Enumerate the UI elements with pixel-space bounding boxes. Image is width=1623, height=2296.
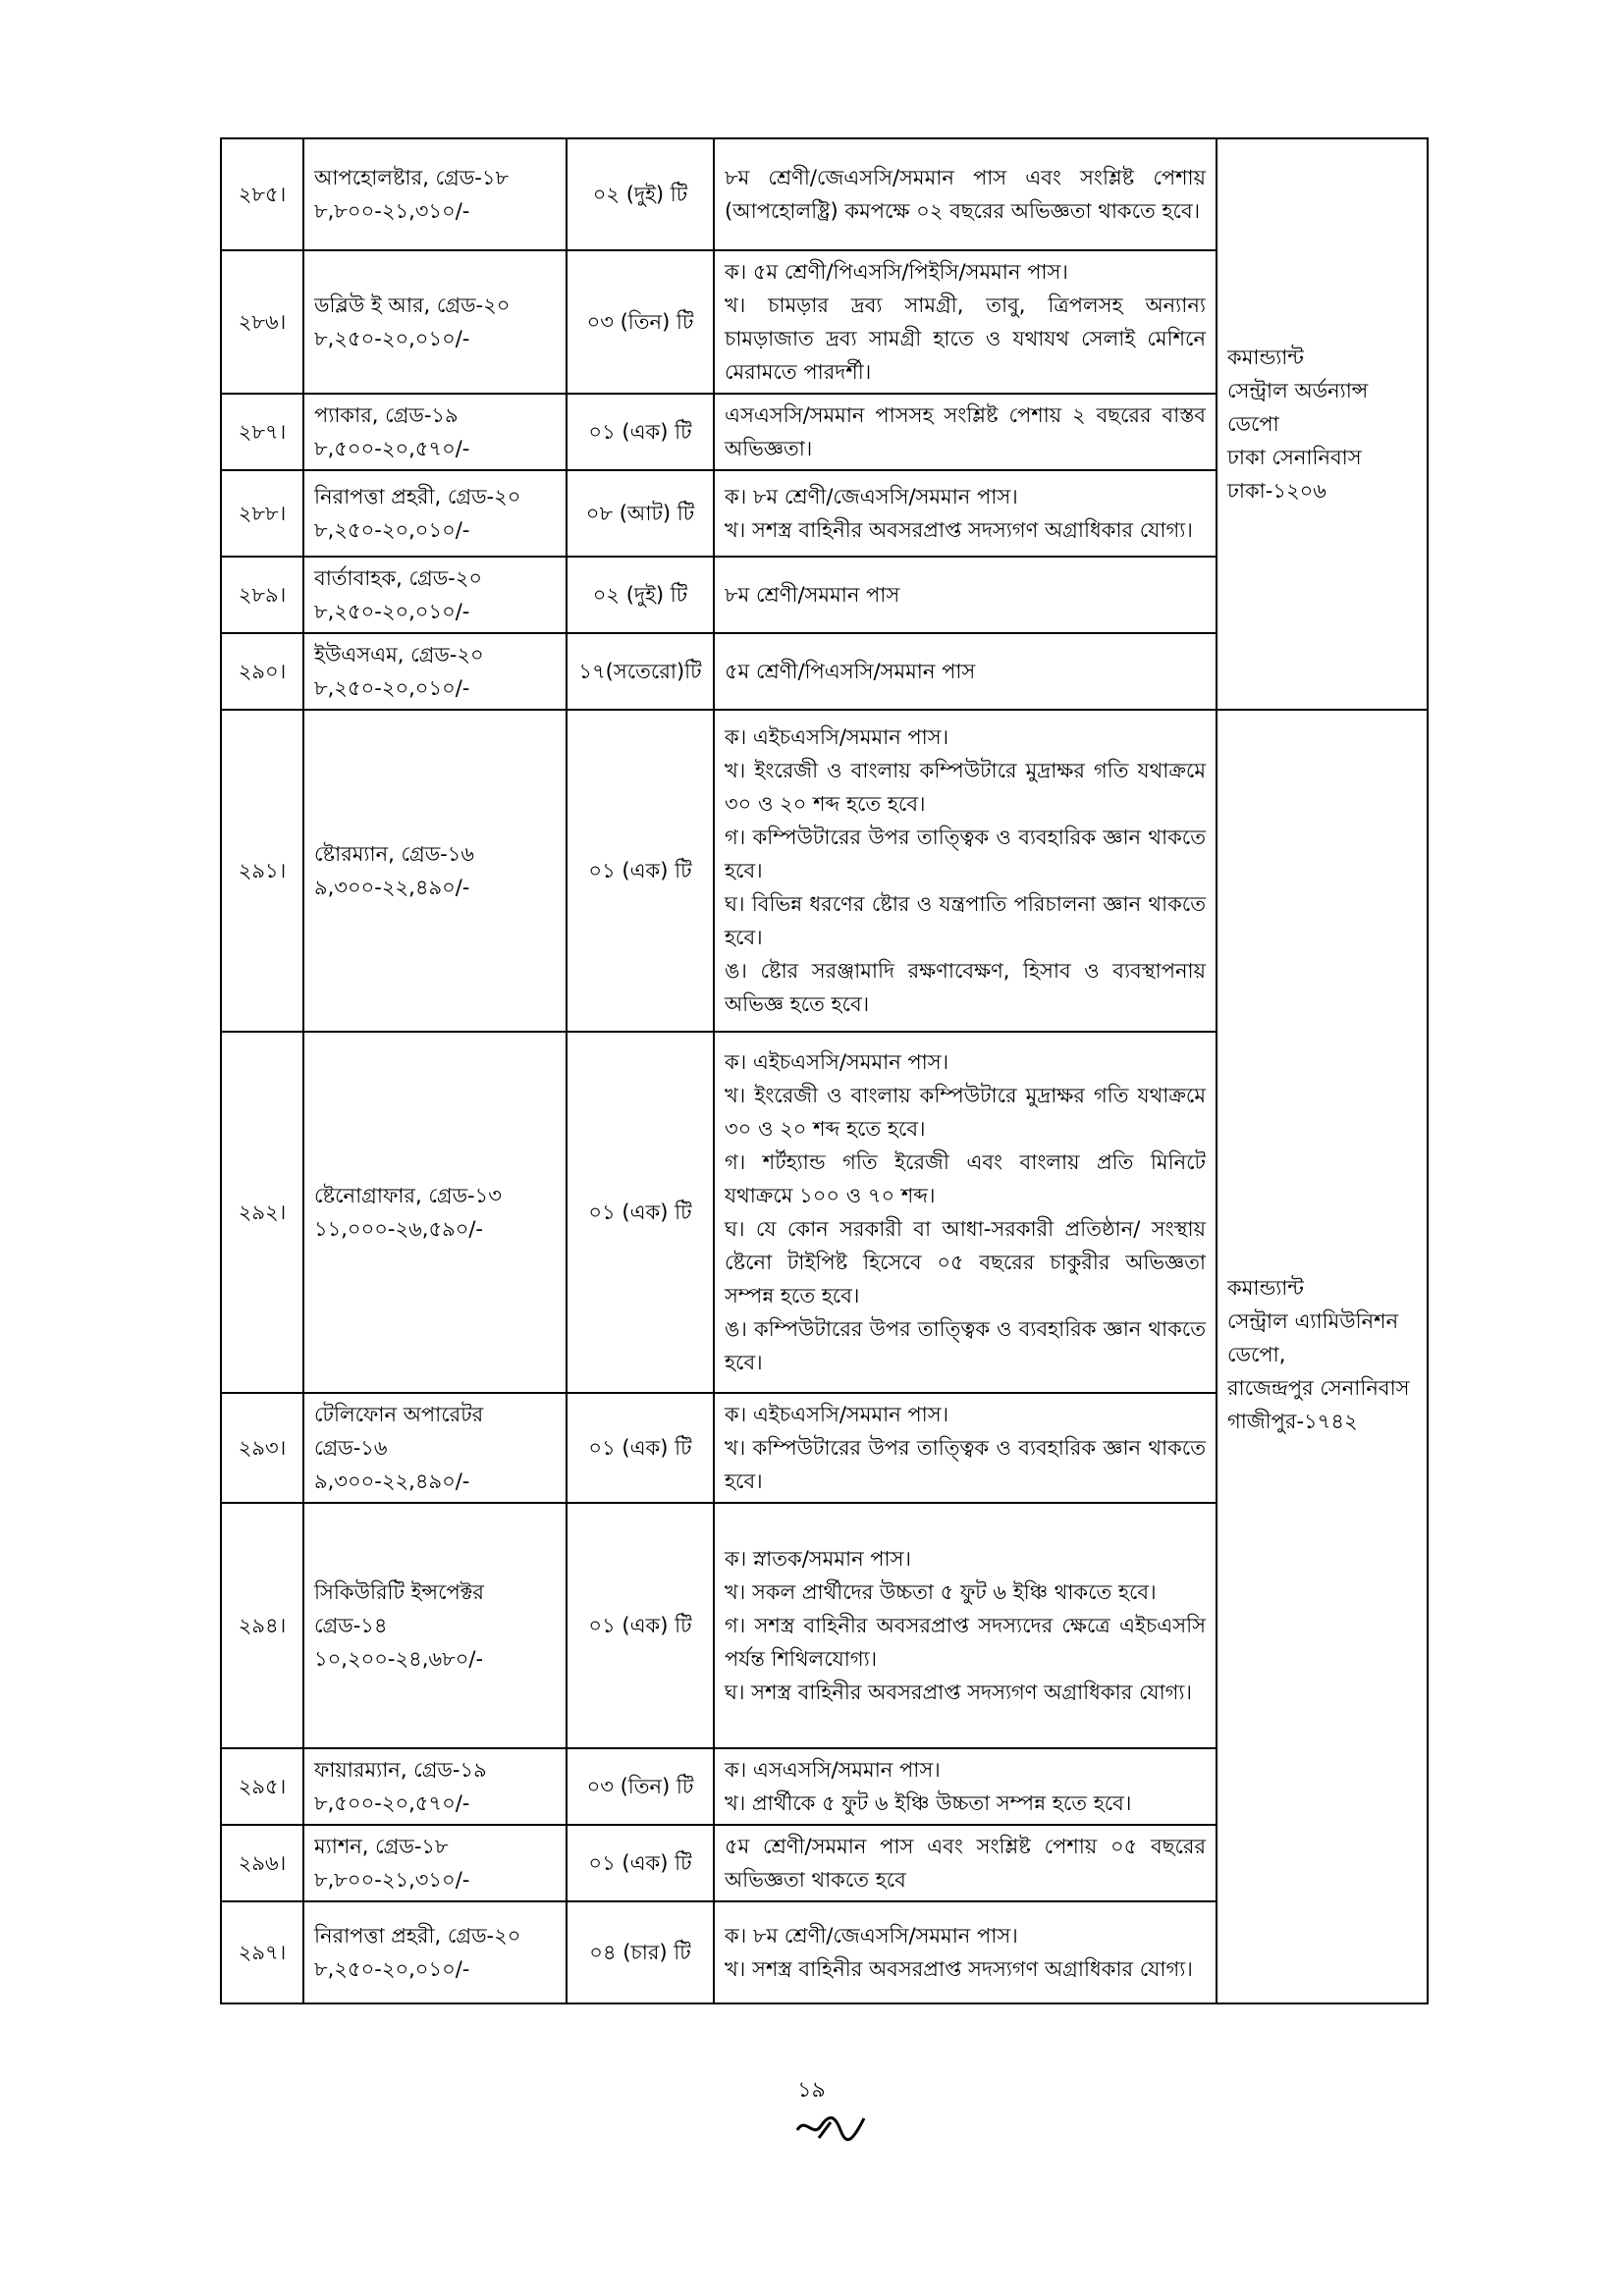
- qualification-item: গ। সশস্ত্র বাহিনীর অবসরপ্রাপ্ত সদস্যদের ক্ষেত্রে এইচএসসি পর্যন্ত শিথিলযোগ্য।: [725, 1614, 1206, 1671]
- office-line: ঢাকা সেনানিবাস: [1227, 446, 1362, 469]
- post-line: ৯,৩০০-২২,৪৯০/-: [314, 876, 470, 899]
- post-name-grade: [303, 138, 567, 250]
- serial-number: ২৯৬।: [221, 1825, 303, 1901]
- post-name-grade: [303, 710, 567, 1032]
- qualification-item: ক। ৮ম শ্রেণী/জেএসসি/সমমান পাস।: [725, 485, 1018, 508]
- qualification-item: ঙ। ষ্টোর সরঞ্জামাদি রক্ষণাবেক্ষণ, হিসাব ও ব্যবস্থাপনায় অভিজ্ঞ হতে হবে।: [725, 959, 1206, 1016]
- post-line: ডব্লিউ ই আর, গ্রেড-২০: [314, 294, 511, 317]
- serial-number: ২৯৫।: [221, 1748, 303, 1825]
- qualification: [714, 250, 1217, 394]
- qualification: [714, 1393, 1217, 1503]
- post-quantity: ০১ (এক) টি: [567, 394, 714, 470]
- qualification-item: খ। সশস্ত্র বাহিনীর অবসরপ্রাপ্ত সদস্যগণ অগ্রাধিকার যোগ্য।: [725, 1957, 1193, 1981]
- post-line: ৮,২৫০-২০,০১০/-: [314, 600, 470, 623]
- post-line: ইউএসএম, গ্রেড-২০: [314, 643, 484, 667]
- post-name-grade: [303, 1393, 567, 1503]
- post-quantity: ০১ (এক) টি: [567, 1503, 714, 1748]
- serial-number: ২৮৬।: [221, 250, 303, 394]
- serial-number: ২৯৪।: [221, 1503, 303, 1748]
- qualification-item: খ। সকল প্রার্থীদের উচ্চতা ৫ ফুট ৬ ইঞ্চি থাকতে হবে।: [725, 1580, 1157, 1604]
- post-line: গ্রেড-১৪: [314, 1614, 388, 1637]
- post-quantity: ০২ (দুই) টি: [567, 557, 714, 633]
- qualification-item: ক। এইচএসসি/সমমান পাস।: [725, 725, 949, 749]
- qualification-item: ঘ। যে কোন সরকারী বা আধা-সরকারী প্রতিষ্ঠান/ সংস্থায় ষ্টেনো টাইপিষ্ট হিসেবে ০৫ বছরের চাকুরীর অভিজ্ঞতা সম্পন্ন হতে হবে।: [725, 1217, 1206, 1308]
- qualification-item: গ। কম্পিউটারের উপর তাত্ত্বিক ও ব্যবহারিক জ্ঞান থাকতে হবে।: [725, 826, 1206, 882]
- post-line: টেলিফোন অপারেটর: [314, 1403, 484, 1426]
- post-quantity: ০১ (এক) টি: [567, 1032, 714, 1393]
- qualification: [714, 394, 1217, 470]
- qualification-item: ক। ৫ম শ্রেণী/পিএসসি/পিইসি/সমমান পাস।: [725, 260, 1068, 284]
- qualification: [714, 1503, 1217, 1748]
- qualification: [714, 1825, 1217, 1901]
- post-name-grade: [303, 250, 567, 394]
- qualification: [714, 710, 1217, 1032]
- post-line: ৮,২৫০-২০,০১০/-: [314, 518, 470, 542]
- post-line: ষ্টোরম্যান, গ্রেড-১৬: [314, 842, 475, 866]
- post-quantity: ০৩ (তিন) টি: [567, 250, 714, 394]
- qualification-item: ক। স্নাতক/সমমান পাস।: [725, 1547, 912, 1571]
- post-line: ৮,৫০০-২০,৫৭০/-: [314, 1791, 470, 1815]
- qualification-item: ঙ। কম্পিউটারের উপর তাত্ত্বিক ও ব্যবহারিক জ্ঞান থাকতে হবে।: [725, 1317, 1206, 1374]
- qualification: [714, 633, 1217, 710]
- job-table-body: [221, 138, 1428, 2003]
- post-name-grade: [303, 394, 567, 470]
- post-name-grade: [303, 1748, 567, 1825]
- qualification-item: ক। এসএসসি/সমমান পাস।: [725, 1758, 941, 1782]
- qualification-item: খ। ইংরেজী ও বাংলায় কম্পিউটারে মুদ্রাক্ষর গতি যথাক্রমে ৩০ ও ২০ শব্দ হতে হবে।: [725, 759, 1206, 816]
- serial-number: ২৯১।: [221, 710, 303, 1032]
- post-line: আপহোলষ্টার, গ্রেড-১৮: [314, 166, 510, 189]
- post-line: ৯,৩০০-২২,৪৯০/-: [314, 1469, 470, 1493]
- table-row: [221, 138, 1428, 250]
- post-quantity: ১৭(সতেরো)টি: [567, 633, 714, 710]
- qualification-item: ৮ম শ্রেণী/সমমান পাস: [725, 583, 900, 607]
- serial-number: ২৮৮।: [221, 470, 303, 557]
- post-quantity: ০৪ (চার) টি: [567, 1901, 714, 2003]
- post-quantity: ০১ (এক) টি: [567, 1825, 714, 1901]
- post-line: ৮,৫০০-২০,৫৭০/-: [314, 437, 470, 460]
- office-address: [1217, 138, 1428, 710]
- qualification-item: ক। এইচএসসি/সমমান পাস।: [725, 1403, 949, 1426]
- post-line: ম্যাশন, গ্রেড-১৮: [314, 1835, 449, 1858]
- post-quantity: ০২ (দুই) টি: [567, 138, 714, 250]
- qualification: [714, 470, 1217, 557]
- page-number: ১৯: [797, 2078, 826, 2103]
- qualification-item: এসএসসি/সমমান পাসসহ সংশ্লিষ্ট পেশায় ২ বছরের বাস্তব অভিজ্ঞতা।: [725, 403, 1206, 460]
- qualification-item: ঘ। বিভিন্ন ধরণের ষ্টোর ও যন্ত্রপাতি পরিচালনা জ্ঞান থাকতে হবে।: [725, 892, 1206, 949]
- serial-number: ২৮৯।: [221, 557, 303, 633]
- post-quantity: ০১ (এক) টি: [567, 1393, 714, 1503]
- post-line: ফায়ারম্যান, গ্রেড-১৯: [314, 1758, 487, 1782]
- qualification-item: ক। এইচএসসি/সমমান পাস।: [725, 1050, 949, 1074]
- serial-number: ২৮৭।: [221, 394, 303, 470]
- qualification: [714, 1748, 1217, 1825]
- post-name-grade: [303, 633, 567, 710]
- serial-number: ২৯২।: [221, 1032, 303, 1393]
- post-line: ১১,০০০-২৬,৫৯০/-: [314, 1217, 484, 1241]
- qualification: [714, 557, 1217, 633]
- qualification: [714, 138, 1217, 250]
- office-line: কমান্ড্যান্ট: [1227, 346, 1304, 369]
- job-table: [220, 137, 1429, 2004]
- post-line: ৮,২৫০-২০,০১০/-: [314, 676, 470, 700]
- post-name-grade: [303, 1503, 567, 1748]
- serial-number: ২৯০।: [221, 633, 303, 710]
- office-line: সেন্ট্রাল অর্ডন্যান্স ডেপো: [1227, 379, 1369, 436]
- post-name-grade: [303, 1825, 567, 1901]
- post-name-grade: [303, 1901, 567, 2003]
- qualification-item: গ। শর্টহ্যান্ড গতি ইরেজী এবং বাংলায় প্রতি মিনিটে যথাক্রমে ১০০ ও ৭০ শব্দ।: [725, 1150, 1206, 1207]
- post-quantity: ০৮ (আট) টি: [567, 470, 714, 557]
- office-line: গাজীপুর-১৭৪২: [1227, 1410, 1358, 1433]
- post-name-grade: [303, 557, 567, 633]
- post-line: ৮,৮০০-২১,৩১০/-: [314, 199, 470, 223]
- post-line: ষ্টেনোগ্রাফার, গ্রেড-১৩: [314, 1184, 502, 1207]
- office-line: রাজেন্দ্রপুর সেনানিবাস: [1227, 1376, 1410, 1400]
- post-line: বার্তাবাহক, গ্রেড-২০: [314, 566, 483, 590]
- serial-number: ২৯৩।: [221, 1393, 303, 1503]
- qualification-item: ঘ। সশস্ত্র বাহিনীর অবসরপ্রাপ্ত সদস্যগণ অগ্রাধিকার যোগ্য।: [725, 1681, 1193, 1704]
- office-line: কমান্ড্যান্ট: [1227, 1276, 1304, 1300]
- qualification: [714, 1901, 1217, 2003]
- qualification-item: ৮ম শ্রেণী/জেএসসি/সমমান পাস এবং সংশ্লিষ্ট পেশায় (আপহোলষ্ট্রি) কমপক্ষে ০২ বছরের অভিজ্ঞতা থাকতে হবে।: [725, 166, 1206, 223]
- qualification-item: খ। ইংরেজী ও বাংলায় কম্পিউটারে মুদ্রাক্ষর গতি যথাক্রমে ৩০ ও ২০ শব্দ হতে হবে।: [725, 1084, 1206, 1141]
- post-line: সিকিউরিটি ইন্সপেক্টর: [314, 1580, 484, 1604]
- serial-number: ২৯৭।: [221, 1901, 303, 2003]
- post-line: ৮,৮০০-২১,৩১০/-: [314, 1868, 470, 1892]
- post-line: প্যাকার, গ্রেড-১৯: [314, 403, 459, 427]
- office-line: ঢাকা-১২০৬: [1227, 479, 1326, 503]
- office-address: [1217, 710, 1428, 2003]
- signature-icon: [791, 2109, 870, 2148]
- post-line: ১০,২০০-২৪,৬৮০/-: [314, 1647, 484, 1671]
- office-line: সেন্ট্রাল এ্যামিউনিশন ডেপো,: [1227, 1309, 1399, 1366]
- qualification-item: খ। কম্পিউটারের উপর তাত্ত্বিক ও ব্যবহারিক জ্ঞান থাকতে হবে।: [725, 1436, 1206, 1493]
- post-line: গ্রেড-১৬: [314, 1436, 388, 1460]
- post-name-grade: [303, 470, 567, 557]
- post-line: ৮,২৫০-২০,০১০/-: [314, 327, 470, 350]
- post-line: নিরাপত্তা প্রহরী, গ্রেড-২০: [314, 485, 521, 508]
- table-row: [221, 710, 1428, 1032]
- qualification-item: ৫ম শ্রেণী/পিএসসি/সমমান পাস: [725, 660, 976, 683]
- post-line: নিরাপত্তা প্রহরী, গ্রেড-২০: [314, 1924, 521, 1948]
- qualification-item: খ। প্রার্থীকে ৫ ফুট ৬ ইঞ্চি উচ্চতা সম্পন্ন হতে হবে।: [725, 1791, 1132, 1815]
- qualification-item: খ। সশস্ত্র বাহিনীর অবসরপ্রাপ্ত সদস্যগণ অগ্রাধিকার যোগ্য।: [725, 518, 1193, 542]
- qualification-item: ক। ৮ম শ্রেণী/জেএসসি/সমমান পাস।: [725, 1924, 1018, 1948]
- post-name-grade: [303, 1032, 567, 1393]
- qualification: [714, 1032, 1217, 1393]
- qualification-item: খ। চামড়ার দ্রব্য সামগ্রী, তাবু, ত্রিপলসহ অন্যান্য চামড়াজাত দ্রব্য সামগ্রী হাতে ও যথাযথ সেলাই মেশিনে মেরামতে পারদর্শী।: [725, 294, 1206, 384]
- post-quantity: ০১ (এক) টি: [567, 710, 714, 1032]
- qualification-item: ৫ম শ্রেণী/সমমান পাস এবং সংশ্লিষ্ট পেশায় ০৫ বছরের অভিজ্ঞতা থাকতে হবে: [725, 1835, 1206, 1892]
- serial-number: ২৮৫।: [221, 138, 303, 250]
- post-quantity: ০৩ (তিন) টি: [567, 1748, 714, 1825]
- post-line: ৮,২৫০-২০,০১০/-: [314, 1957, 470, 1981]
